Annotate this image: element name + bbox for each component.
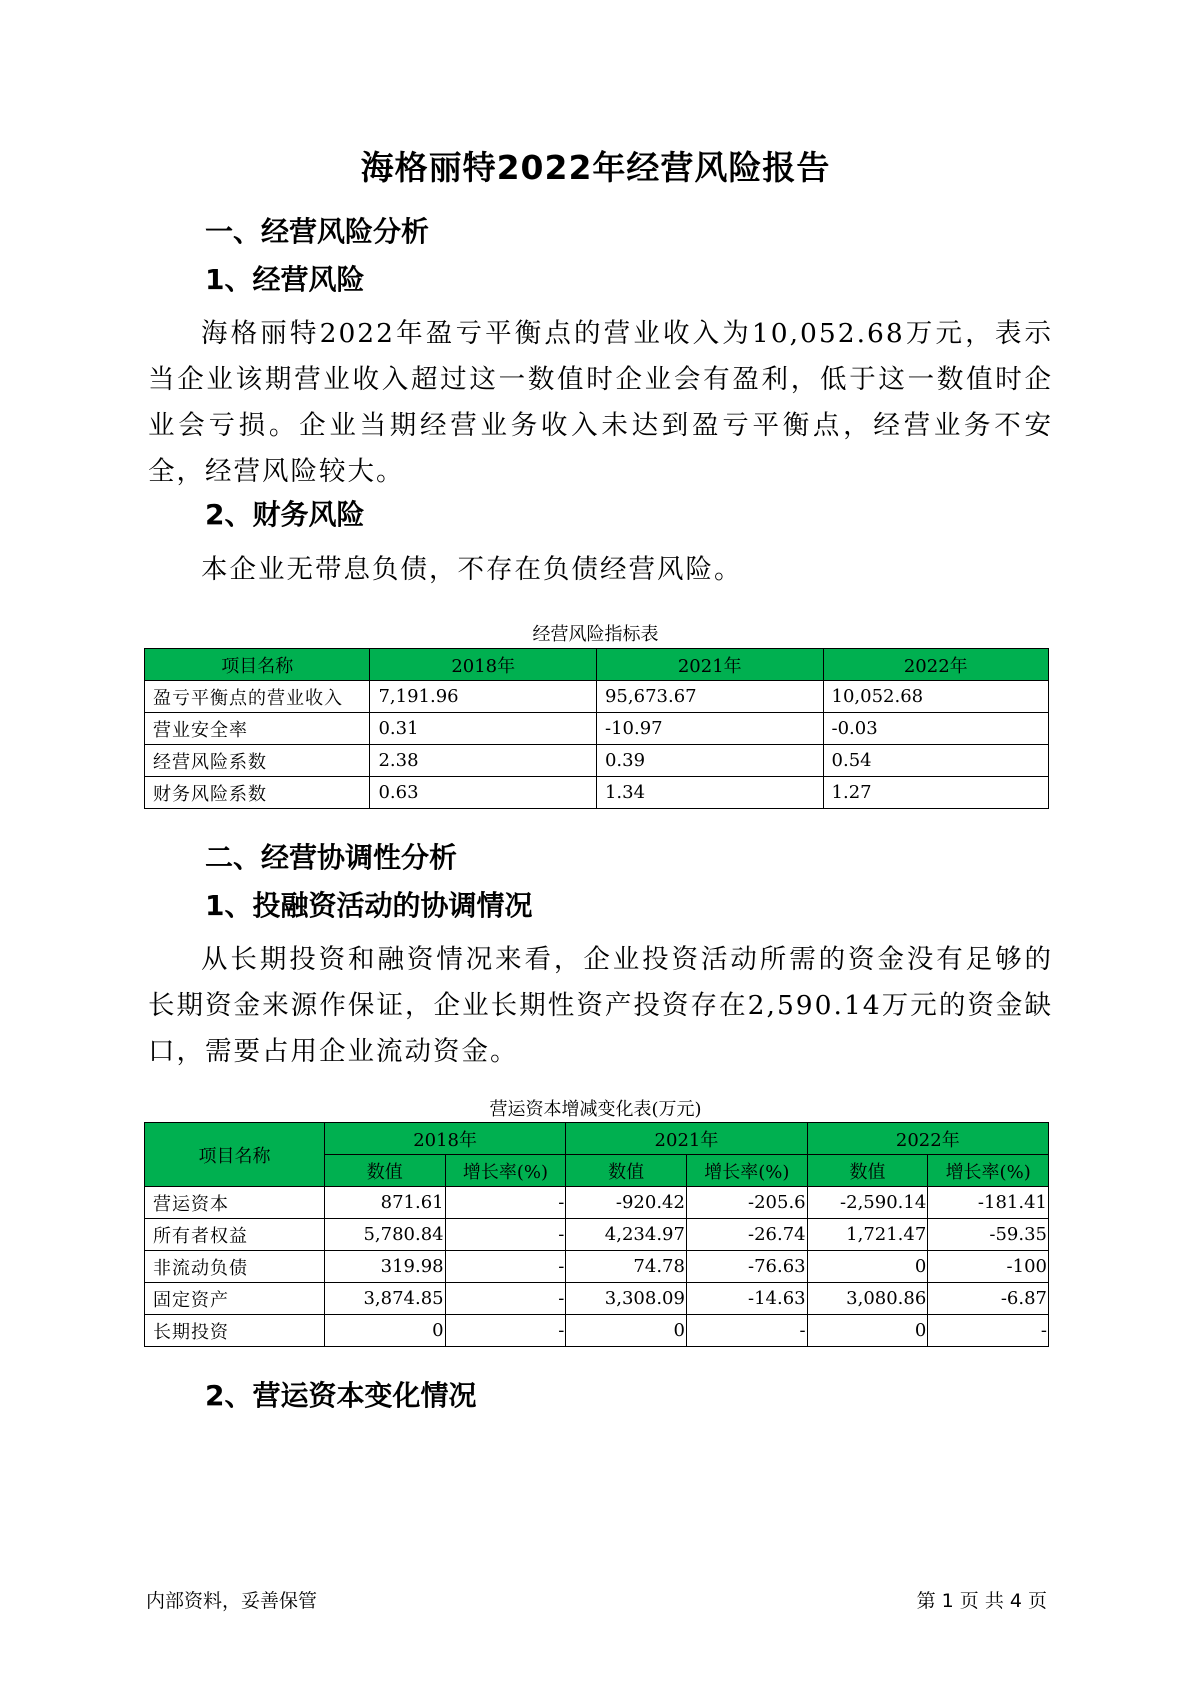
table-cell: 1.34 [596,777,823,809]
table-cell: 95,673.67 [596,681,823,713]
table-cell: 0 [807,1251,928,1283]
table-cell: 2.38 [370,745,597,777]
table-cell: - [445,1187,566,1219]
year-header-cell: 2022年 [807,1123,1048,1155]
subheader-cell: 数值 [324,1155,445,1187]
subsection-heading: 1、经营风险 [205,263,365,296]
paragraph: 本企业无带息负债，不存在负债经营风险。 [201,554,743,585]
table-cell: -59.35 [928,1219,1049,1251]
table-cell: -100 [928,1251,1049,1283]
table-cell: - [445,1315,566,1347]
table-cell: -920.42 [566,1187,687,1219]
row-label: 营业安全率 [145,713,370,745]
table-cell: -205.6 [686,1187,807,1219]
table-cell: 1,721.47 [807,1219,928,1251]
table-row [145,1219,1049,1251]
table-cell: - [445,1219,566,1251]
table-cell: -0.03 [823,713,1048,745]
table-cell: 0.31 [370,713,597,745]
table-cell: 0.54 [823,745,1048,777]
table-cell: 3,080.86 [807,1283,928,1315]
subheader-cell: 增长率(%) [686,1155,807,1187]
row-label: 经营风险系数 [145,745,370,777]
table-caption: 营运资本增减变化表(万元) [489,1099,702,1120]
row-label: 营运资本 [145,1187,325,1219]
subheader-cell: 数值 [807,1155,928,1187]
subsection-heading: 1、投融资活动的协调情况 [205,889,533,922]
header-cell: 2022年 [823,649,1048,681]
header-cell: 项目名称 [145,1123,325,1187]
row-label: 长期投资 [145,1315,325,1347]
table-cell: - [928,1315,1049,1347]
table-cell: 0 [324,1315,445,1347]
table-caption: 经营风险指标表 [532,624,659,645]
row-label: 非流动负债 [145,1251,325,1283]
subheader-cell: 增长率(%) [445,1155,566,1187]
table-cell: 74.78 [566,1251,687,1283]
table-cell: 3,874.85 [324,1283,445,1315]
paragraph: 海格丽特2022年盈亏平衡点的营业收入为10,052.68万元，表示当企业该期营业收入超过这一数值时企业会有盈利，低于这一数值时企业会亏损。企业当期经营业务收入未达到盈亏平衡点，经营业务不安全，经营风险较大。 [148,318,1053,487]
header-cell: 项目名称 [145,649,370,681]
document-title: 海格丽特2022年经营风险报告 [360,148,831,187]
page-number: 第 1 页 共 4 页 [916,1590,1047,1612]
table-cell: 5,780.84 [324,1219,445,1251]
table-cell: - [686,1315,807,1347]
row-label: 固定资产 [145,1283,325,1315]
table-cell: 0 [566,1315,687,1347]
table-cell: - [445,1283,566,1315]
table-cell: -10.97 [596,713,823,745]
header-cell: 2018年 [370,649,597,681]
table-cell: 319.98 [324,1251,445,1283]
year-header-cell: 2018年 [324,1123,565,1155]
subheader-cell: 增长率(%) [928,1155,1049,1187]
table-cell: -2,590.14 [807,1187,928,1219]
paragraph: 从长期投资和融资情况来看，企业投资活动所需的资金没有足够的长期资金来源作保证，企业长期性资产投资存在2,590.14万元的资金缺口，需要占用企业流动资金。 [148,944,1053,1067]
header-cell: 2021年 [596,649,823,681]
table-cell: 0 [807,1315,928,1347]
table-cell: 0.39 [596,745,823,777]
table-row [145,1187,1049,1219]
table-row [145,745,1049,777]
row-label: 盈亏平衡点的营业收入 [145,681,370,713]
risk-indicator-table [144,648,1049,809]
table-row [145,1251,1049,1283]
row-label: 所有者权益 [145,1219,325,1251]
footer-note: 内部资料，妥善保管 [146,1590,318,1612]
table-row [145,777,1049,809]
table-cell: - [445,1251,566,1283]
year-header-cell: 2021年 [566,1123,807,1155]
subsection-heading: 2、营运资本变化情况 [205,1379,477,1412]
section-heading: 二、经营协调性分析 [205,841,458,874]
table-cell: 10,052.68 [823,681,1048,713]
subsection-heading: 2、财务风险 [205,498,365,531]
table-cell: -26.74 [686,1219,807,1251]
table-cell: 4,234.97 [566,1219,687,1251]
table-cell: -181.41 [928,1187,1049,1219]
table-cell: -76.63 [686,1251,807,1283]
table-row [145,1315,1049,1347]
table-cell: 871.61 [324,1187,445,1219]
table-row [145,681,1049,713]
table-cell: 7,191.96 [370,681,597,713]
row-label: 财务风险系数 [145,777,370,809]
subheader-cell: 数值 [566,1155,687,1187]
table-cell: -14.63 [686,1283,807,1315]
section-heading: 一、经营风险分析 [205,215,430,248]
table-row [145,713,1049,745]
table-row [145,1283,1049,1315]
table-header-row [145,649,1049,681]
working-capital-table [144,1122,1049,1347]
table-cell: -6.87 [928,1283,1049,1315]
table-cell: 0.63 [370,777,597,809]
table-header-row [145,1123,1049,1155]
table-cell: 3,308.09 [566,1283,687,1315]
table-cell: 1.27 [823,777,1048,809]
